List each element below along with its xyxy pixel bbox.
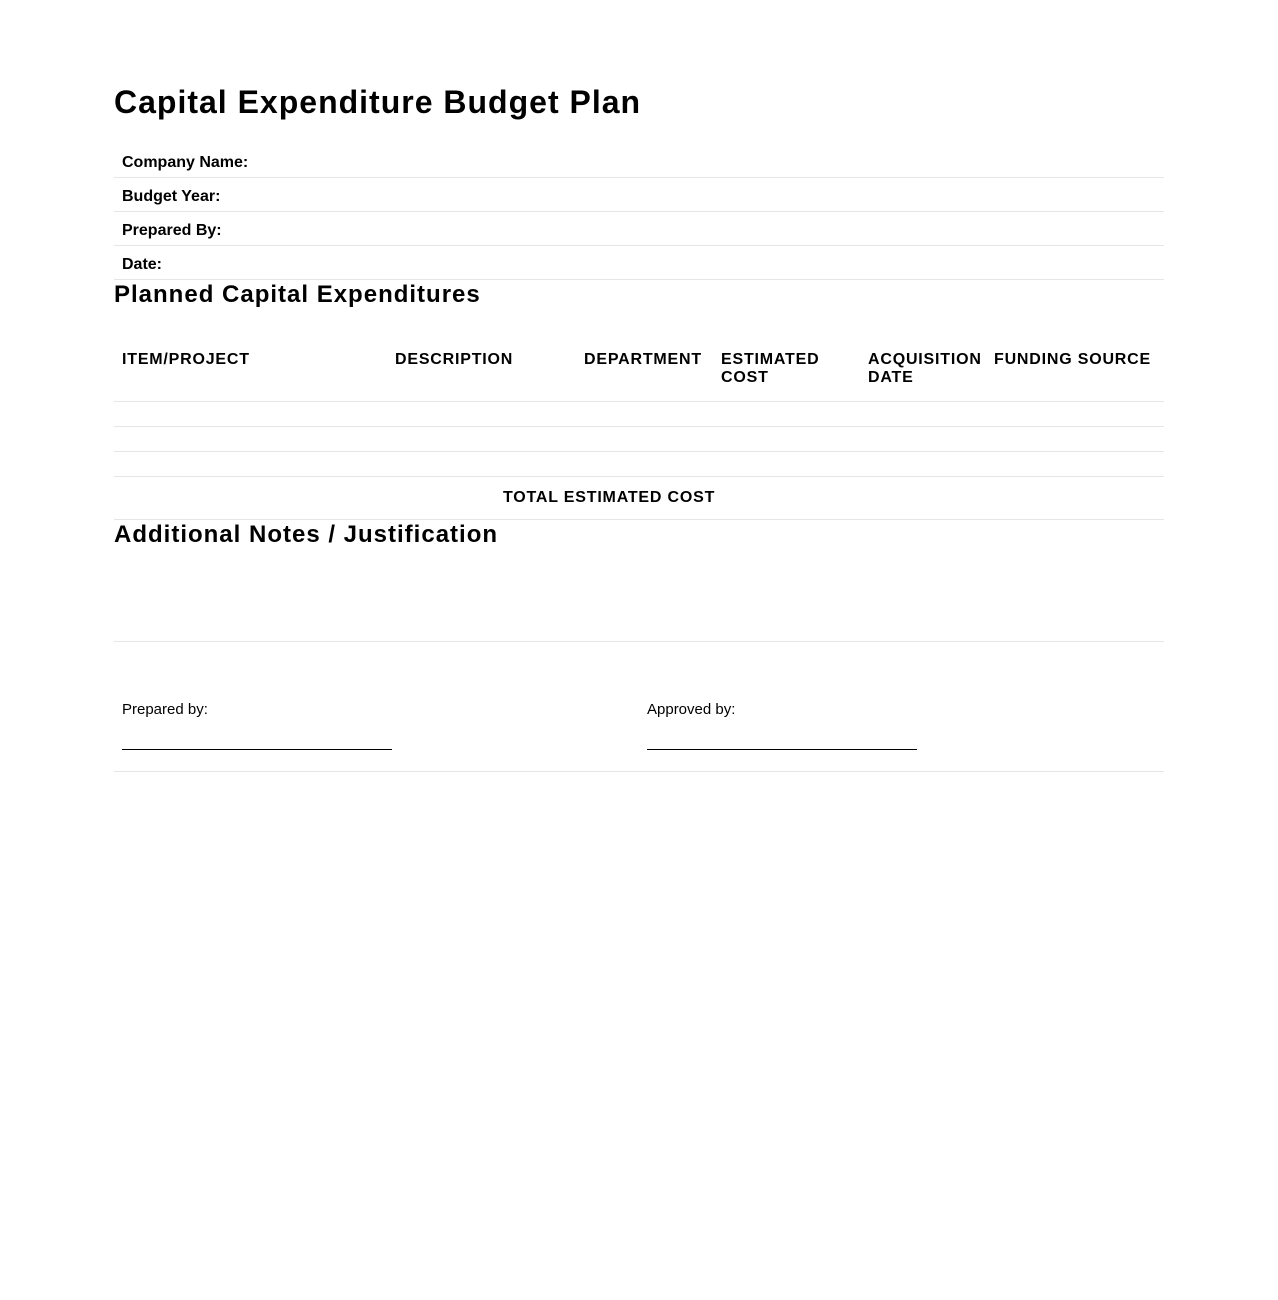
column-header-description: DESCRIPTION — [395, 351, 514, 368]
expenditures-table — [114, 342, 1164, 520]
table-row[interactable] — [114, 402, 1164, 427]
document-title: Capital Expenditure Budget Plan — [114, 84, 642, 120]
notes-area[interactable] — [114, 550, 1164, 642]
info-label: Budget Year: — [122, 187, 221, 205]
info-table — [114, 144, 1164, 280]
prepared-by-label: Prepared by: — [122, 701, 208, 718]
prepared-by-signature-line[interactable] — [122, 749, 392, 750]
approved-by-signature-block — [639, 642, 1164, 771]
table-header-row — [114, 342, 1164, 402]
info-label: Date: — [122, 255, 163, 273]
column-header-estimated-cost: ESTIMATED COST — [721, 351, 820, 386]
table-row[interactable] — [114, 427, 1164, 452]
info-row-budget-year — [114, 178, 1164, 212]
column-header-funding-source: FUNDING SOURCE — [994, 351, 1151, 368]
info-row-date — [114, 246, 1164, 280]
info-row-prepared-by — [114, 212, 1164, 246]
table-row[interactable] — [114, 452, 1164, 477]
total-row — [114, 477, 1164, 520]
notes-heading: Additional Notes / Justification — [114, 521, 499, 548]
prepared-by-signature-block — [114, 642, 639, 771]
column-header-acquisition-date: ACQUISITION DATE — [868, 351, 982, 386]
approved-by-label: Approved by: — [647, 701, 736, 718]
info-label: Company Name: — [122, 153, 249, 171]
total-estimated-cost-label: TOTAL ESTIMATED COST — [503, 489, 716, 506]
document-page — [114, 0, 1164, 772]
column-header-department: DEPARTMENT — [584, 351, 702, 368]
info-label: Prepared By: — [122, 221, 222, 239]
expenditures-heading: Planned Capital Expenditures — [114, 281, 481, 308]
signatures-section — [114, 642, 1164, 772]
column-header-item-project: ITEM/PROJECT — [122, 351, 250, 368]
approved-by-signature-line[interactable] — [647, 749, 917, 750]
info-row-company-name — [114, 144, 1164, 178]
